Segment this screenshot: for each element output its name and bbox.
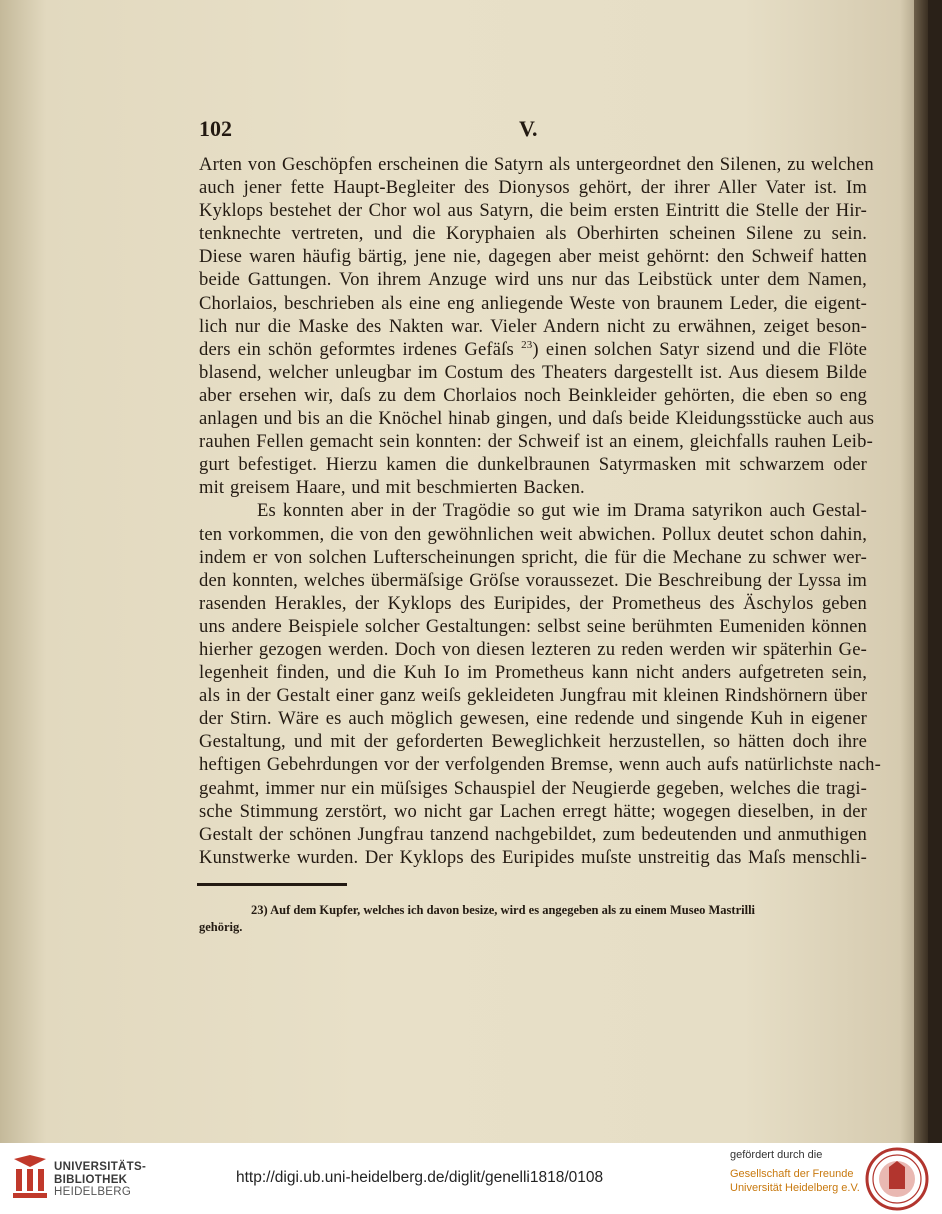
text-line: anlagen und bis an die Knöchel hinab gingen, und daſs beide Kleidungsstücke auch aus (199, 408, 875, 430)
text-line: Arten von Geschöpfen erscheinen die Satyrn als untergeordnet den Silenen, zu welchen (199, 154, 874, 175)
text-line: rauhen Fellen gemacht sein konnten: der Schweif ist an einem, gleichfalls rauhen Leib- (199, 431, 873, 453)
text-line: gurt befestiget. Hierzu kamen die dunkelbraunen Satyrmasken mit schwarzem oder (199, 454, 867, 476)
text-line: ten vorkommen, die von den gewöhnlichen weit abwichen. Pollux deutet schon dahin, (199, 523, 867, 545)
text-line: Kunstwerke wurden. Der Kyklops des Euripides muſste unstreitig das Maſs menschli- (199, 846, 867, 868)
text-line: der Stirn. Wäre es auch möglich gewesen, eine redende und singende Kuh in eigener (199, 708, 867, 730)
permalink-url[interactable]: http://digi.ub.uni-heidelberg.de/diglit/genelli1818/0108 (236, 1169, 604, 1186)
text-line: beide Gattungen. Von ihrem Anzuge wird uns nur das Leibstück unter dem Namen, (199, 269, 867, 291)
text-line: legenheit finden, und die Kuh Io im Prometheus kann nicht anders aufgetreten sein, (199, 662, 867, 684)
text-line: Chorlaios, beschrieben als eine eng anliegende Weste von braunem Leder, die eigent- (199, 292, 867, 314)
text-line: blasend, welcher unleugbar im Costum des Theaters dargestellt ist. Aus diesem Bilde (199, 361, 867, 383)
footnote-line: gehörig. (199, 920, 243, 934)
book-spine-shadow (914, 0, 928, 1143)
text-line: rasenden Herakles, der Kyklops des Euripides, der Prometheus des Äschylos geben (199, 592, 867, 614)
text-line: Diese waren häufig bärtig, jene nie, dagegen aber meist gehörnt: den Schweif hatten (199, 246, 867, 268)
footnote-line: 23) Auf dem Kupfer, welches ich davon besize, wird es angegeben als zu einem Museo Mastrilli (251, 903, 756, 917)
text-line: mit greisem Haare, und mit beschmierten Backen. (199, 477, 585, 499)
university-library-logo-icon[interactable] (10, 1153, 50, 1201)
footnote-reference[interactable]: 23 (521, 338, 533, 351)
text-line: tenknechte vertreten, und die Koryphaien als Oberhirten scheinen Silene zu sein. (199, 223, 867, 245)
footnote-divider (197, 883, 347, 886)
text-line: Gestaltung, und mit der geforderten Beweglichkeit herzustellen, so hätten doch ihre (199, 731, 867, 753)
text-line: geahmt, immer nur ein müſsiges Schauspiel der Neugierde gegeben, welches die tragi- (199, 777, 867, 799)
chapter-heading: V. (519, 116, 538, 141)
text-line: als in der Gestalt einer ganz weiſs gekleideten Jungfrau mit kleinen Rindshörnern über (199, 685, 868, 707)
text-line: auch jener fette Haupt-Begleiter des Dionysos gehört, der ihrer Aller Vater ist. Im (199, 177, 867, 199)
main-text (199, 153, 881, 869)
footnote (199, 902, 867, 936)
text-segment: ders ein schön geformtes irdenes Gefäſs (199, 338, 514, 360)
page-header (199, 113, 867, 143)
text-line: hierher gezogen werden. Doch von diesen lezteren zu reden werden wir späterhin Ge- (199, 638, 867, 660)
text-line: uns andere Beispiele solcher Gestaltungen: selbst seine berühmten Eumeniden können (199, 615, 867, 637)
library-name: UNIVERSITÄTS- BIBLIOTHEK HEIDELBERG (54, 1161, 147, 1198)
university-seal-icon (862, 1147, 932, 1211)
text-segment: ) einen solchen Satyr sizend und die Flöte (532, 338, 867, 360)
page-number: 102 (199, 116, 232, 141)
text-line: Kyklops bestehet der Chor wol aus Satyrn, die beim ersten Eintritt die Stelle der Hir- (199, 200, 867, 222)
text-line: sche Stimmung zerstört, wo nicht gar Lachen erregt hätte; wogegen dieselben, in der (199, 800, 867, 822)
text-line: Gestalt der schönen Jungfrau tanzend nachgebildet, zum bedeutenden und anmuthigen (199, 823, 867, 845)
funded-by-label: gefördert durch die (730, 1149, 823, 1161)
society-name[interactable]: Gesellschaft der Freunde Universität Heidelberg e.V. (730, 1168, 860, 1194)
text-line: lich nur die Maske des Nakten war. Vieler Andern nicht zu erwähnen, zeiget beson- (199, 315, 867, 337)
text-line-with-footnote-ref (199, 338, 867, 361)
digitization-footer (0, 1143, 942, 1214)
text-line: indem er von solchen Lufterscheinungen spricht, die für die Mechane zu schwer wer- (199, 546, 867, 568)
text-line: Es konnten aber in der Tragödie so gut wie im Drama satyrikon auch Gestal- (257, 500, 867, 522)
text-line: aber ersehen wir, daſs zu dem Chorlaios noch Beinkleider gehörten, die eben so eng (199, 384, 867, 406)
text-line: den konnten, welches übermäſsige Gröſse voraussezet. Die Beschreibung der Lyssa im (199, 569, 867, 591)
text-line: heftigen Gebehrdungen vor der verfolgenden Bremse, wenn auch aufs natürlichste nach- (199, 754, 881, 776)
